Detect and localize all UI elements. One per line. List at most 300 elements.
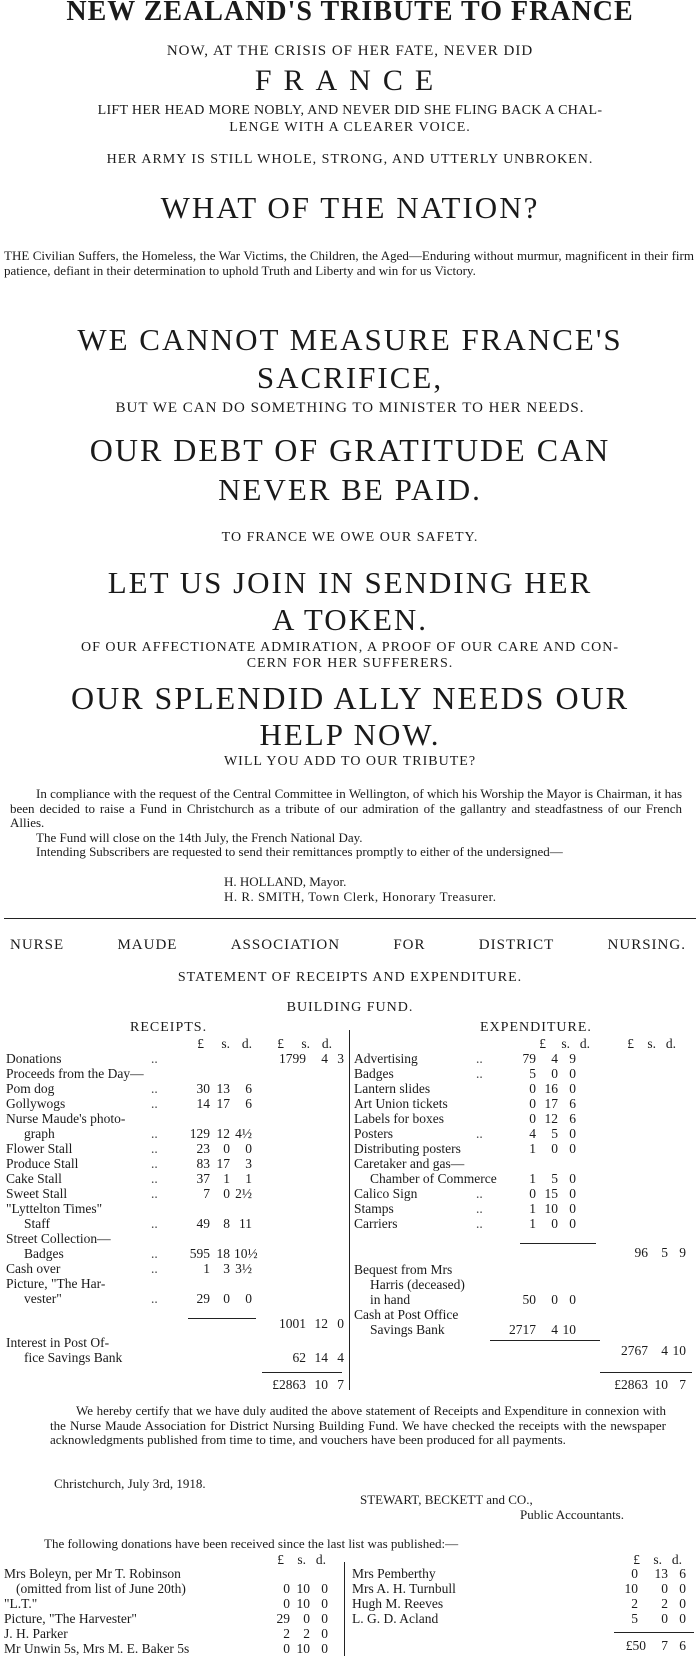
interest-label-1: Interest in Post Of- <box>6 1335 110 1350</box>
amount-pence: 0 <box>569 1216 576 1231</box>
audit-date: Christchurch, July 3rd, 1918. <box>54 1476 206 1491</box>
cash-total-shillings: 4 <box>661 1343 668 1358</box>
receipt-label: Gollywogs <box>6 1096 66 1111</box>
expenditure-label: Badges <box>354 1066 394 1081</box>
donation-row <box>352 1611 696 1626</box>
signature-clerk: H. R. SMITH, Town Clerk, Honorary Treasurer. <box>224 889 497 904</box>
leader-dots: .. <box>151 1171 158 1186</box>
amount-pence: 6 <box>245 1081 252 1096</box>
amount-pence: 0 <box>321 1641 328 1656</box>
pence-header: d. <box>665 1036 676 1051</box>
amount-pounds: 0 <box>283 1641 290 1656</box>
amount-pounds: 1799 <box>279 1051 306 1066</box>
amount-pounds: 129 <box>189 1126 210 1141</box>
expenditure-label: Labels for boxes <box>354 1111 444 1126</box>
amount-shillings: 13 <box>654 1566 668 1581</box>
leader-dots: .. <box>151 1261 158 1276</box>
amount-shillings: 10 <box>296 1641 310 1656</box>
nurse-title-word: FOR <box>393 937 426 953</box>
appeal-line-7: WILL YOU ADD TO OUR TRIBUTE? <box>223 754 477 769</box>
receipt-label: Badges <box>24 1246 64 1261</box>
amount-shillings: 0 <box>661 1581 668 1596</box>
amount-pence: 6 <box>569 1096 576 1111</box>
receipts-subtotal-pounds: 1001 <box>279 1316 306 1331</box>
amount-shillings: 0 <box>223 1141 230 1156</box>
heading-debt-2: NEVER BE PAID. <box>218 472 482 507</box>
donation-row <box>4 1611 344 1626</box>
receipt-row <box>6 1186 346 1201</box>
receipts-total <box>6 1377 346 1392</box>
receipts-subtotal-pence: 0 <box>337 1316 344 1331</box>
donation-row <box>4 1641 344 1656</box>
amount-pence: 0 <box>679 1596 686 1611</box>
amount-pence: 0 <box>245 1291 252 1306</box>
amount-pence: 0 <box>321 1596 328 1611</box>
cash-shillings: 4 <box>551 1322 558 1337</box>
amount-pounds: 83 <box>196 1156 210 1171</box>
amount-pence: 6 <box>569 1111 576 1126</box>
pence-header: d. <box>321 1036 332 1051</box>
receipt-row <box>6 1171 346 1186</box>
expenditure-row <box>354 1096 694 1111</box>
donation-row <box>4 1596 344 1611</box>
donations-left-list <box>4 1566 344 1656</box>
amount-pence: 6 <box>679 1566 686 1581</box>
receipt-label: Produce Stall <box>6 1156 79 1171</box>
amount-pence: 0 <box>569 1201 576 1216</box>
amount-pounds: 0 <box>631 1566 638 1581</box>
bequest-label-1: Bequest from Mrs <box>354 1262 453 1277</box>
bequest-pence: 0 <box>569 1292 576 1307</box>
receipt-label: Street Collection— <box>6 1231 111 1246</box>
expenditure-total-rule <box>600 1372 692 1373</box>
amount-shillings: 1 <box>223 1171 230 1186</box>
civilian-paragraph: THE Civilian Suffers, the Homeless, the War Victims, the Children, the Aged—Enduring without murmur, magnificent in their firm patience, defiant in their determination to uphold Truth and Liberty and win for us Victory. <box>4 248 694 278</box>
leader-dots: .. <box>151 1051 158 1066</box>
nurse-title <box>10 937 686 954</box>
pound-header: £ <box>539 1036 546 1051</box>
receipt-label: vester" <box>24 1291 62 1306</box>
donor-name: Mr Unwin 5s, Mrs M. E. Baker 5s <box>4 1641 190 1656</box>
amount-pounds: 49 <box>196 1216 210 1231</box>
donation-row <box>4 1581 344 1596</box>
receipt-label: "Lyttelton Times" <box>6 1201 103 1216</box>
receipts-table <box>6 1051 346 1306</box>
expenditure-row <box>354 1156 694 1171</box>
leader-dots: .. <box>151 1096 158 1111</box>
receipt-row <box>6 1216 346 1231</box>
receipt-row <box>6 1261 346 1276</box>
amount-pounds: 79 <box>522 1051 536 1066</box>
amount-shillings: 0 <box>551 1066 558 1081</box>
expenditure-row <box>354 1081 694 1096</box>
receipts-subtotal <box>6 1316 346 1365</box>
interest-pounds: 62 <box>292 1350 306 1365</box>
receipt-label: Cake Stall <box>6 1171 62 1186</box>
amount-pounds: 0 <box>283 1581 290 1596</box>
currency-header-left <box>0 1036 350 1051</box>
amount-pounds: 29 <box>196 1291 210 1306</box>
receipt-label: Pom dog <box>6 1081 55 1096</box>
amount-pence: 0 <box>569 1126 576 1141</box>
amount-pounds: 595 <box>189 1246 210 1261</box>
leader-dots: .. <box>476 1216 483 1231</box>
audit-certificate: We hereby certify that we have duly audited the above statement of Receipts and Expenditure in connexion with the Nurse Maude Association for District Nursing Building Fund. We have checked the receipts with the newspaper acknowledgments published from time to time, and vouchers have been produced for all payments. <box>50 1403 666 1447</box>
donations-total-pounds: £50 <box>625 1638 646 1653</box>
cash-pounds: 2717 <box>509 1322 536 1337</box>
amount-shillings: 17 <box>544 1096 558 1111</box>
receipts-total-rule <box>262 1372 342 1373</box>
receipt-row <box>6 1096 346 1111</box>
receipt-label: Cash over <box>6 1261 61 1276</box>
appeal-line-1: NOW, AT THE CRISIS OF HER FATE, NEVER DID <box>166 43 534 59</box>
pence-header: d. <box>671 1552 682 1567</box>
donor-name: Mrs Boleyn, per Mr T. Robinson <box>4 1566 181 1581</box>
appeal-line-3: HER ARMY IS STILL WHOLE, STRONG, AND UTTERLY UNBROKEN. <box>106 152 594 167</box>
appeal-body <box>10 787 682 860</box>
donations-total-pence: 6 <box>679 1638 686 1653</box>
shilling-header: s. <box>653 1552 662 1567</box>
amount-pence: 0 <box>679 1581 686 1596</box>
expenditure-row <box>354 1186 694 1201</box>
expenditure-total-pence: 7 <box>679 1377 686 1392</box>
cash-total-pence: 10 <box>672 1343 686 1358</box>
amount-pounds: 0 <box>529 1186 536 1201</box>
receipt-row <box>6 1126 346 1141</box>
receipts-total-pounds: £2863 <box>272 1377 306 1392</box>
amount-pence: 4½ <box>235 1126 252 1141</box>
donations-total-rule <box>614 1632 694 1633</box>
expenditure-row <box>354 1126 694 1141</box>
amount-shillings: 2 <box>661 1596 668 1611</box>
amount-shillings: 16 <box>544 1081 558 1096</box>
amount-pounds: 1 <box>529 1141 536 1156</box>
shilling-header: s. <box>221 1036 230 1051</box>
amount-pence: 6 <box>245 1096 252 1111</box>
receipt-row <box>6 1201 346 1216</box>
amount-pounds: 7 <box>203 1186 210 1201</box>
expenditure-row <box>354 1216 694 1231</box>
expenditure-label: Stamps <box>354 1201 394 1216</box>
heading-ally-1: OUR SPLENDID ALLY NEEDS OUR <box>70 680 630 716</box>
appeal-line-4: BUT WE CAN DO SOMETHING TO MINISTER TO HER NEEDS. <box>115 400 585 416</box>
receipts-total-pence: 7 <box>337 1377 344 1392</box>
amount-shillings: 17 <box>216 1096 230 1111</box>
amount-pence: 1 <box>245 1171 252 1186</box>
receipt-label: Flower Stall <box>6 1141 73 1156</box>
heading-ally-2: HELP NOW. <box>259 717 441 752</box>
auditor-firm: STEWART, BECKETT and CO., <box>360 1492 533 1507</box>
amount-shillings: 8 <box>223 1216 230 1231</box>
heading-nation: WHAT OF THE NATION? <box>160 190 540 225</box>
bequest-pounds: 50 <box>522 1292 536 1307</box>
leader-dots: .. <box>151 1291 158 1306</box>
appeal-title: NEW ZEALAND'S TRIBUTE TO FRANCE <box>66 0 634 27</box>
donations-right-list <box>352 1566 696 1626</box>
amount-pounds: 0 <box>283 1596 290 1611</box>
amount-pounds: 0 <box>529 1096 536 1111</box>
currency-header-right <box>350 1036 700 1051</box>
body-paragraph-3: Intending Subscribers are requested to send their remittances promptly to either of the undersigned— <box>36 844 563 859</box>
heading-join-2: A TOKEN. <box>271 602 429 637</box>
expenditure-total <box>354 1377 694 1392</box>
appeal-line-2: LIFT HER HEAD MORE NOBLY, AND NEVER DID SHE FLING BACK A CHAL- <box>97 103 603 118</box>
amount-pence: 0 <box>569 1171 576 1186</box>
appeal-line-6: OF OUR AFFECTIONATE ADMIRATION, A PROOF OF OUR CARE AND CON- <box>80 640 619 655</box>
expenditure-row <box>354 1066 694 1081</box>
appeal-france: FRANCE <box>254 64 446 97</box>
receipt-label: Staff <box>24 1216 50 1231</box>
expenditure-subtotal-shillings: 5 <box>661 1245 668 1260</box>
shilling-header: s. <box>297 1552 306 1567</box>
amount-pence: 0 <box>569 1186 576 1201</box>
amount-pounds: 23 <box>196 1141 210 1156</box>
receipt-row <box>6 1081 346 1096</box>
receipt-label: Proceeds from the Day— <box>6 1066 144 1081</box>
donor-name: L. G. D. Acland <box>352 1611 439 1626</box>
amount-shillings: 2 <box>303 1626 310 1641</box>
amount-pounds: 14 <box>196 1096 210 1111</box>
receipt-row <box>6 1066 346 1081</box>
leader-dots: .. <box>476 1051 483 1066</box>
amount-pence: 3 <box>245 1156 252 1171</box>
amount-pounds: 4 <box>529 1126 536 1141</box>
bequest-label-3: in hand <box>370 1292 411 1307</box>
expenditure-row <box>354 1051 694 1066</box>
appeal-line-5: TO FRANCE WE OWE OUR SAFETY. <box>221 530 479 545</box>
donation-row <box>352 1566 696 1581</box>
amount-shillings: 0 <box>303 1611 310 1626</box>
amount-pence: 3 <box>337 1051 344 1066</box>
expenditure-label: Advertising <box>354 1051 418 1066</box>
expenditure-label: Lantern slides <box>354 1081 431 1096</box>
body-paragraph-1: In compliance with the request of the Central Committee in Wellington, of which his Worship the Mayor is Chairman, it has been decided to raise a Fund in Christchurch as a tribute of our admiration of the gallantry and steadfastness of our French Allies. <box>10 786 682 830</box>
amount-pence: 11 <box>239 1216 252 1231</box>
leader-dots: .. <box>151 1126 158 1141</box>
expenditure-row <box>354 1111 694 1126</box>
leader-dots: .. <box>151 1216 158 1231</box>
expenditure-row <box>354 1171 694 1186</box>
expenditure-label: Posters <box>354 1126 394 1141</box>
amount-shillings: 5 <box>551 1171 558 1186</box>
receipt-row <box>6 1111 346 1126</box>
cash-total-pounds: 2767 <box>621 1343 648 1358</box>
building-fund-heading: BUILDING FUND. <box>286 1000 414 1015</box>
amount-shillings: 10 <box>544 1201 558 1216</box>
donor-name: Mrs A. H. Turnbull <box>352 1581 456 1596</box>
receipt-label: Sweet Stall <box>6 1186 68 1201</box>
appeal-line-6b: CERN FOR HER SUFFERERS. <box>246 656 454 671</box>
amount-shillings: 0 <box>661 1611 668 1626</box>
donor-name: Hugh M. Reeves <box>352 1596 444 1611</box>
amount-pounds: 5 <box>529 1066 536 1081</box>
receipt-row <box>6 1156 346 1171</box>
expenditure-row <box>354 1201 694 1216</box>
amount-pence: 3½ <box>235 1261 252 1276</box>
leader-dots: .. <box>151 1156 158 1171</box>
bequest-label-2: Harris (deceased) <box>370 1277 465 1292</box>
expenditure-label: Caretaker and gas— <box>354 1156 465 1171</box>
bequest-shillings: 0 <box>551 1292 558 1307</box>
interest-pence: 4 <box>337 1350 344 1365</box>
amount-shillings: 4 <box>321 1051 328 1066</box>
nurse-title-word: DISTRICT <box>478 937 555 953</box>
leader-dots: .. <box>151 1141 158 1156</box>
cash-rule <box>490 1340 600 1341</box>
donation-row <box>4 1626 344 1641</box>
amount-shillings: 0 <box>551 1216 558 1231</box>
amount-pounds: 1 <box>203 1261 210 1276</box>
amount-shillings: 10 <box>296 1596 310 1611</box>
shilling-header: s. <box>561 1036 570 1051</box>
amount-pence: 0 <box>569 1066 576 1081</box>
amount-shillings: 13 <box>216 1081 230 1096</box>
amount-pence: 10½ <box>234 1246 258 1261</box>
heading-join-1: LET US JOIN IN SENDING HER <box>107 565 593 600</box>
pound-header: £ <box>197 1036 204 1051</box>
amount-pence: 0 <box>321 1626 328 1641</box>
leader-dots: .. <box>151 1246 158 1261</box>
amount-pence: 0 <box>569 1081 576 1096</box>
heading-measure-1: WE CANNOT MEASURE FRANCE'S <box>77 322 623 357</box>
amount-shillings: 4 <box>551 1051 558 1066</box>
expenditure-subtotal-pounds: 96 <box>634 1245 648 1260</box>
amount-pounds: 1 <box>529 1171 536 1186</box>
amount-pounds: 0 <box>529 1111 536 1126</box>
pound-header: £ <box>277 1552 284 1567</box>
donation-row <box>4 1566 344 1581</box>
interest-label-2: fice Savings Bank <box>24 1350 123 1365</box>
heading-measure-2: SACRIFICE, <box>256 360 444 395</box>
receipt-row <box>6 1141 346 1156</box>
interest-shillings: 14 <box>314 1350 328 1365</box>
amount-pounds: 30 <box>196 1081 210 1096</box>
amount-pounds: 0 <box>529 1081 536 1096</box>
amount-pence: 0 <box>569 1141 576 1156</box>
cash-pence: 10 <box>562 1322 576 1337</box>
expenditure-subtotal-rule <box>520 1243 596 1244</box>
leader-dots: .. <box>151 1186 158 1201</box>
expenditure-row <box>354 1141 694 1156</box>
receipt-label: graph <box>24 1126 55 1141</box>
cash-label-1: Cash at Post Office <box>354 1307 459 1322</box>
amount-pence: 0 <box>679 1611 686 1626</box>
amount-shillings: 0 <box>223 1186 230 1201</box>
pence-header: d. <box>579 1036 590 1051</box>
amount-pounds: 29 <box>276 1611 290 1626</box>
receipt-row <box>6 1231 346 1246</box>
amount-shillings: 12 <box>544 1111 558 1126</box>
expenditure-label: Distributing posters <box>354 1141 461 1156</box>
amount-pounds: 1 <box>529 1201 536 1216</box>
amount-pence: 0 <box>321 1611 328 1626</box>
amount-shillings: 10 <box>296 1581 310 1596</box>
amount-shillings: 0 <box>551 1141 558 1156</box>
donor-name: (omitted from list of June 20th) <box>16 1581 186 1596</box>
receipt-row <box>6 1291 346 1306</box>
donations-divider <box>344 1562 345 1656</box>
column-divider <box>349 1030 350 1390</box>
donor-name: J. H. Parker <box>4 1626 68 1641</box>
donation-row <box>352 1596 696 1611</box>
expenditure-lower <box>354 1245 694 1337</box>
amount-pounds: 5 <box>631 1611 638 1626</box>
receipt-row <box>6 1051 346 1066</box>
body-paragraph-2: The Fund will close on the 14th July, the French National Day. <box>36 829 363 845</box>
receipt-label: Nurse Maude's photo- <box>6 1111 126 1126</box>
receipt-row <box>6 1276 346 1291</box>
amount-pence: 0 <box>321 1581 328 1596</box>
signature-mayor: H. HOLLAND, Mayor. <box>224 874 347 889</box>
donation-row <box>352 1581 696 1596</box>
expenditure-label: Chamber of Commerce <box>370 1171 497 1186</box>
expenditure-heading: EXPENDITURE. <box>480 1020 592 1035</box>
nurse-title-word: NURSE <box>10 937 65 953</box>
appeal-line-2b: LENGE WITH A CLEARER VOICE. <box>229 120 471 135</box>
pence-header: d. <box>241 1036 252 1051</box>
expenditure-table <box>354 1051 694 1231</box>
pound-header: £ <box>627 1036 634 1051</box>
expenditure-label: Calico Sign <box>354 1186 418 1201</box>
leader-dots: .. <box>476 1066 483 1081</box>
divider-rule <box>4 918 696 919</box>
nurse-title-word: MAUDE <box>117 937 178 953</box>
amount-pounds: 37 <box>196 1171 210 1186</box>
pound-header: £ <box>277 1036 284 1051</box>
amount-pounds: 2 <box>283 1626 290 1641</box>
amount-shillings: 12 <box>216 1126 230 1141</box>
receipts-subtotal-shillings: 12 <box>314 1316 328 1331</box>
expenditure-label: Art Union tickets <box>354 1096 448 1111</box>
expenditure-label: Carriers <box>354 1216 398 1231</box>
leader-dots: .. <box>476 1186 483 1201</box>
leader-dots: .. <box>151 1081 158 1096</box>
amount-pounds: 1 <box>529 1216 536 1231</box>
amount-shillings: 17 <box>216 1156 230 1171</box>
receipts-heading: RECEIPTS. <box>130 1020 208 1035</box>
amount-shillings: 5 <box>551 1126 558 1141</box>
leader-dots: .. <box>476 1201 483 1216</box>
amount-pounds: 2 <box>631 1596 638 1611</box>
nurse-title-word: ASSOCIATION <box>230 937 341 953</box>
expenditure-subtotal-pence: 9 <box>679 1245 686 1260</box>
amount-shillings: 15 <box>544 1186 558 1201</box>
shilling-header: s. <box>647 1036 656 1051</box>
shilling-header: s. <box>301 1036 310 1051</box>
receipt-label: Picture, "The Har- <box>6 1276 106 1291</box>
donations-intro: The following donations have been received since the last list was published:— <box>44 1536 459 1551</box>
amount-shillings: 18 <box>216 1246 230 1261</box>
nurse-title-word: NURSING. <box>607 937 686 953</box>
pence-header: d. <box>315 1552 326 1567</box>
amount-shillings: 3 <box>223 1261 230 1276</box>
donations-total <box>352 1638 696 1653</box>
pound-header: £ <box>633 1552 640 1567</box>
heading-debt-1: OUR DEBT OF GRATITUDE CAN <box>89 432 611 468</box>
expenditure-total-shillings: 10 <box>654 1377 668 1392</box>
amount-pence: 0 <box>245 1141 252 1156</box>
donations-currency-header <box>0 1552 700 1567</box>
amount-pence: 9 <box>569 1051 576 1066</box>
cash-label-2: Savings Bank <box>370 1322 445 1337</box>
donor-name: Mrs Pemberthy <box>352 1566 436 1581</box>
leader-dots: .. <box>476 1126 483 1141</box>
auditor-role: Public Accountants. <box>520 1507 624 1522</box>
donor-name: "L.T." <box>4 1596 38 1611</box>
receipt-label: Donations <box>6 1051 62 1066</box>
expenditure-total-pounds: £2863 <box>614 1377 648 1392</box>
statement-subtitle: STATEMENT OF RECEIPTS AND EXPENDITURE. <box>177 970 523 985</box>
